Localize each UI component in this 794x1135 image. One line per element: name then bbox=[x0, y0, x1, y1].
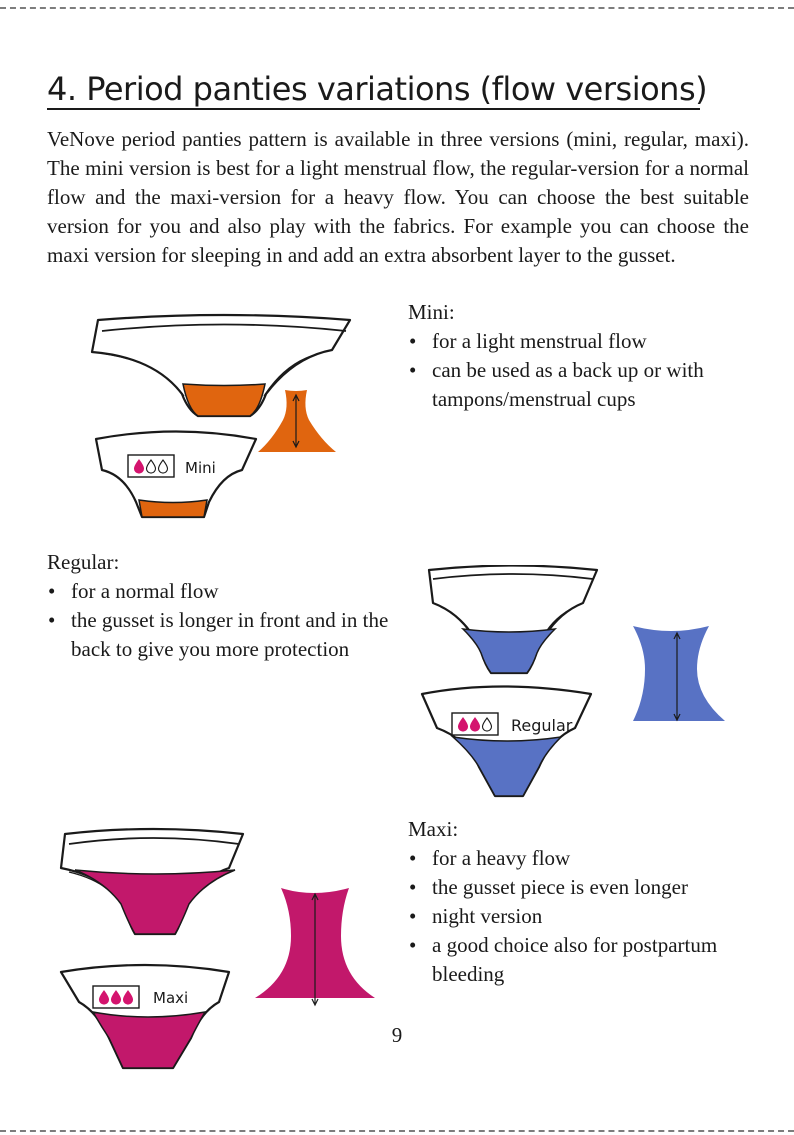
maxi-bullet: • for a heavy flow bbox=[408, 844, 768, 873]
maxi-bullet: • night version bbox=[408, 902, 768, 931]
mini-panty-front bbox=[92, 315, 350, 416]
maxi-illustration bbox=[55, 826, 380, 1076]
maxi-front-gusset bbox=[75, 870, 235, 934]
mini-illustration bbox=[84, 312, 364, 537]
maxi-gusset-piece bbox=[255, 888, 375, 1005]
regular-description bbox=[47, 548, 392, 664]
page-title: 4. Period panties variations (flow versions) bbox=[47, 70, 708, 108]
regular-panty-back bbox=[422, 687, 591, 797]
maxi-back-gusset bbox=[93, 1012, 205, 1068]
top-dashed-border bbox=[0, 7, 794, 9]
maxi-bullet-list bbox=[408, 844, 768, 989]
mini-heading: Mini: bbox=[408, 300, 455, 324]
regular-gusset-piece bbox=[633, 626, 725, 721]
regular-gusset-shape bbox=[633, 626, 725, 721]
regular-front-gusset bbox=[463, 629, 555, 673]
maxi-bullet: • a good choice also for postpartum bleeding bbox=[408, 931, 768, 989]
mini-description bbox=[408, 298, 768, 414]
page-number: 9 bbox=[391, 1023, 403, 1047]
maxi-panty-front bbox=[61, 829, 243, 934]
mini-drop-group bbox=[135, 460, 168, 473]
regular-back-gusset bbox=[453, 737, 561, 796]
maxi-flow-label: Maxi bbox=[153, 989, 189, 1007]
regular-bullet-list bbox=[47, 577, 392, 664]
title-underline bbox=[47, 108, 700, 110]
mini-bullet: • can be used as a back up or with tampons/menstrual cups bbox=[408, 356, 768, 414]
regular-bullet: • the gusset is longer in front and in the back to give you more protection bbox=[47, 606, 392, 664]
mini-panty-back bbox=[96, 432, 256, 518]
regular-flow-label: Regular bbox=[511, 716, 573, 735]
maxi-heading: Maxi: bbox=[408, 817, 459, 841]
maxi-drop-group bbox=[100, 991, 133, 1004]
regular-illustration bbox=[415, 565, 730, 805]
mini-back-gusset bbox=[139, 500, 207, 517]
mini-bullet: • for a light menstrual flow bbox=[408, 327, 768, 356]
mini-flow-label: Mini bbox=[185, 459, 216, 477]
maxi-description bbox=[408, 815, 768, 989]
regular-panty-front bbox=[429, 566, 597, 674]
regular-drop-group bbox=[459, 718, 492, 731]
regular-bullet: • for a normal flow bbox=[47, 577, 392, 606]
regular-heading: Regular: bbox=[47, 550, 120, 574]
mini-bullet-list bbox=[408, 327, 768, 414]
maxi-bullet: • the gusset piece is even longer bbox=[408, 873, 768, 902]
maxi-panty-back bbox=[61, 965, 229, 1068]
mini-gusset-shape bbox=[258, 390, 336, 452]
bottom-dashed-border bbox=[0, 1130, 794, 1132]
mini-gusset-piece bbox=[258, 390, 336, 452]
mini-front-gusset bbox=[183, 384, 265, 416]
intro-paragraph: VeNove period panties pattern is available in three versions (mini, regular, maxi). The mini version is best for a light menstrual flow, the regular-version for a normal flow and the maxi-version for a heavy flow. You can choose the best suitable version for you and also play with the fabrics. For example you can choose the maxi version for sleeping in and add an extra absorbent layer to the gusset. bbox=[47, 127, 749, 267]
